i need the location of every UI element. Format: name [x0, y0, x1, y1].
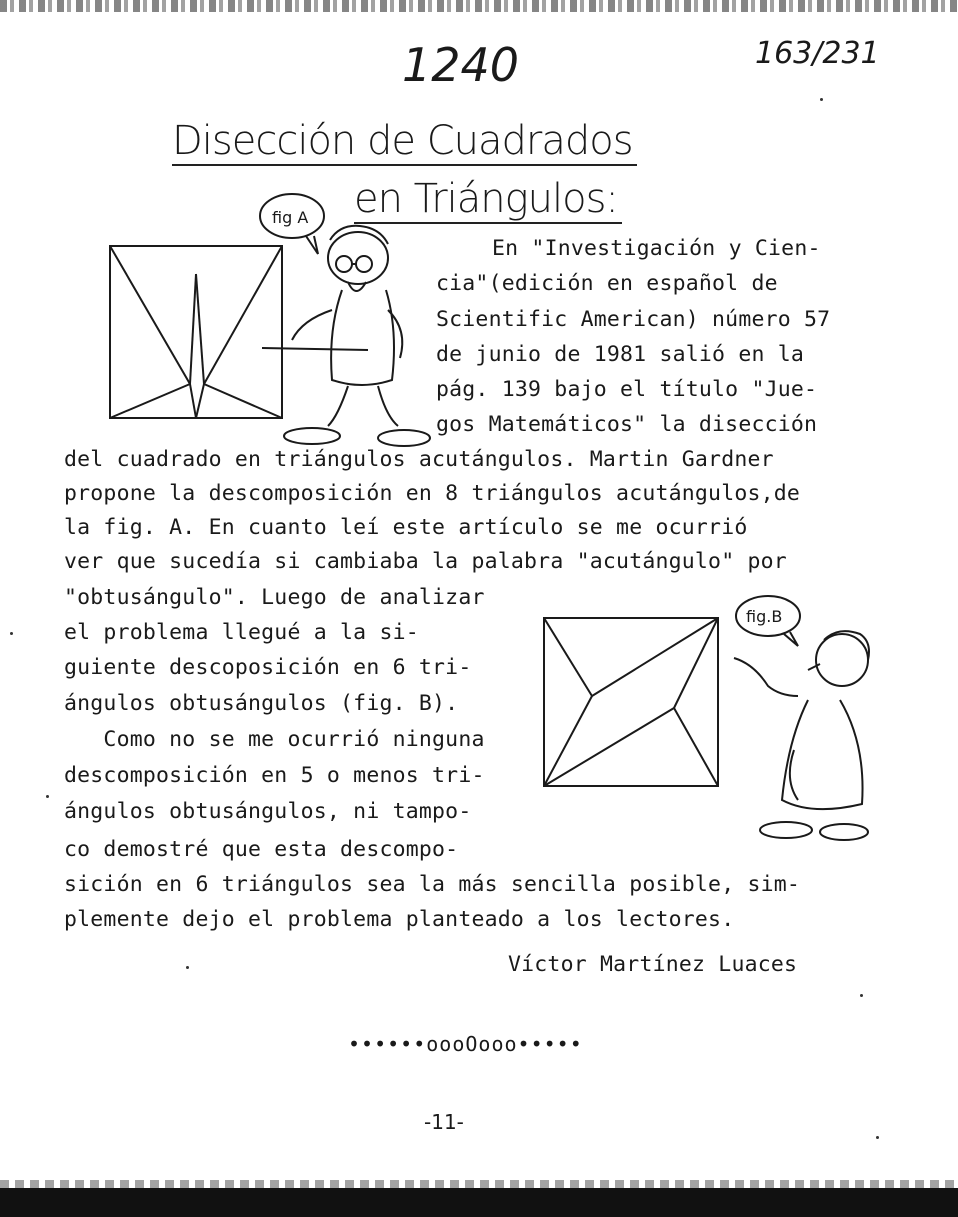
- body-line-5: pág. 139 bajo el título "Jue-: [436, 377, 818, 402]
- body-line-11: "obtusángulo". Luego de analizar: [64, 585, 485, 610]
- body-line-17: ángulos obtusángulos, ni tampo-: [64, 799, 472, 824]
- body-line-10: ver que sucedía si cambiaba la palabra "acutángulo" por: [64, 549, 787, 574]
- body-line-3: Scientific American) número 57: [436, 307, 831, 332]
- professor-cartoon-b: [724, 590, 894, 850]
- scan-speck: [46, 795, 49, 798]
- scan-speck: [820, 98, 823, 101]
- body-line-1: En "Investigación y Cien-: [492, 236, 821, 261]
- body-line-18: co demostré que esta descompo-: [64, 837, 459, 862]
- body-line-16: descomposición en 5 o menos tri-: [64, 763, 485, 788]
- body-line-15: Como no se me ocurrió ninguna: [64, 727, 485, 752]
- title-line-1: Disección de Cuadrados: [172, 118, 637, 166]
- scan-speck: [860, 994, 863, 997]
- body-line-12: el problema llegué a la si-: [64, 620, 419, 645]
- scan-speck: [10, 632, 13, 635]
- section-separator: ••••••oooOooo•••••: [348, 1032, 583, 1056]
- body-line-8: propone la descomposición en 8 triángulos acutángulos,de: [64, 481, 801, 506]
- body-line-20: plemente dejo el problema planteado a los lectores.: [64, 907, 735, 932]
- handwritten-number-left: 1240: [402, 38, 520, 92]
- body-line-7: del cuadrado en triángulos acutángulos. Martin Gardner: [64, 447, 774, 472]
- body-line-4: de junio de 1981 salió en la: [436, 342, 805, 367]
- professor-cartoon-a: [258, 190, 438, 450]
- scan-border-bottom: [0, 1188, 958, 1217]
- figure-b-square-dissection: [542, 616, 720, 788]
- body-line-13: guiente descoposición en 6 tri-: [64, 655, 472, 680]
- body-line-6: gos Matemáticos" la disección: [436, 412, 818, 437]
- scan-speck: [876, 1136, 879, 1139]
- scan-speck: [186, 966, 189, 969]
- body-line-14: ángulos obtusángulos (fig. B).: [64, 691, 459, 716]
- handwritten-number-right: 163/231: [755, 36, 880, 71]
- body-line-9: la fig. A. En cuanto leí este artículo se me ocurrió: [64, 515, 748, 540]
- page-number: -11-: [424, 1110, 464, 1134]
- fig-b-label: fig.B: [746, 607, 783, 626]
- scan-border-top: [0, 0, 958, 12]
- fig-a-label: fig A: [272, 208, 309, 227]
- title-line-2: en Triángulos:: [354, 176, 622, 224]
- body-line-19: sición en 6 triángulos sea la más sencilla posible, sim-: [64, 872, 801, 897]
- author-signature: Víctor Martínez Luaces: [508, 952, 798, 977]
- body-line-2: cia"(edición en español de: [436, 271, 778, 296]
